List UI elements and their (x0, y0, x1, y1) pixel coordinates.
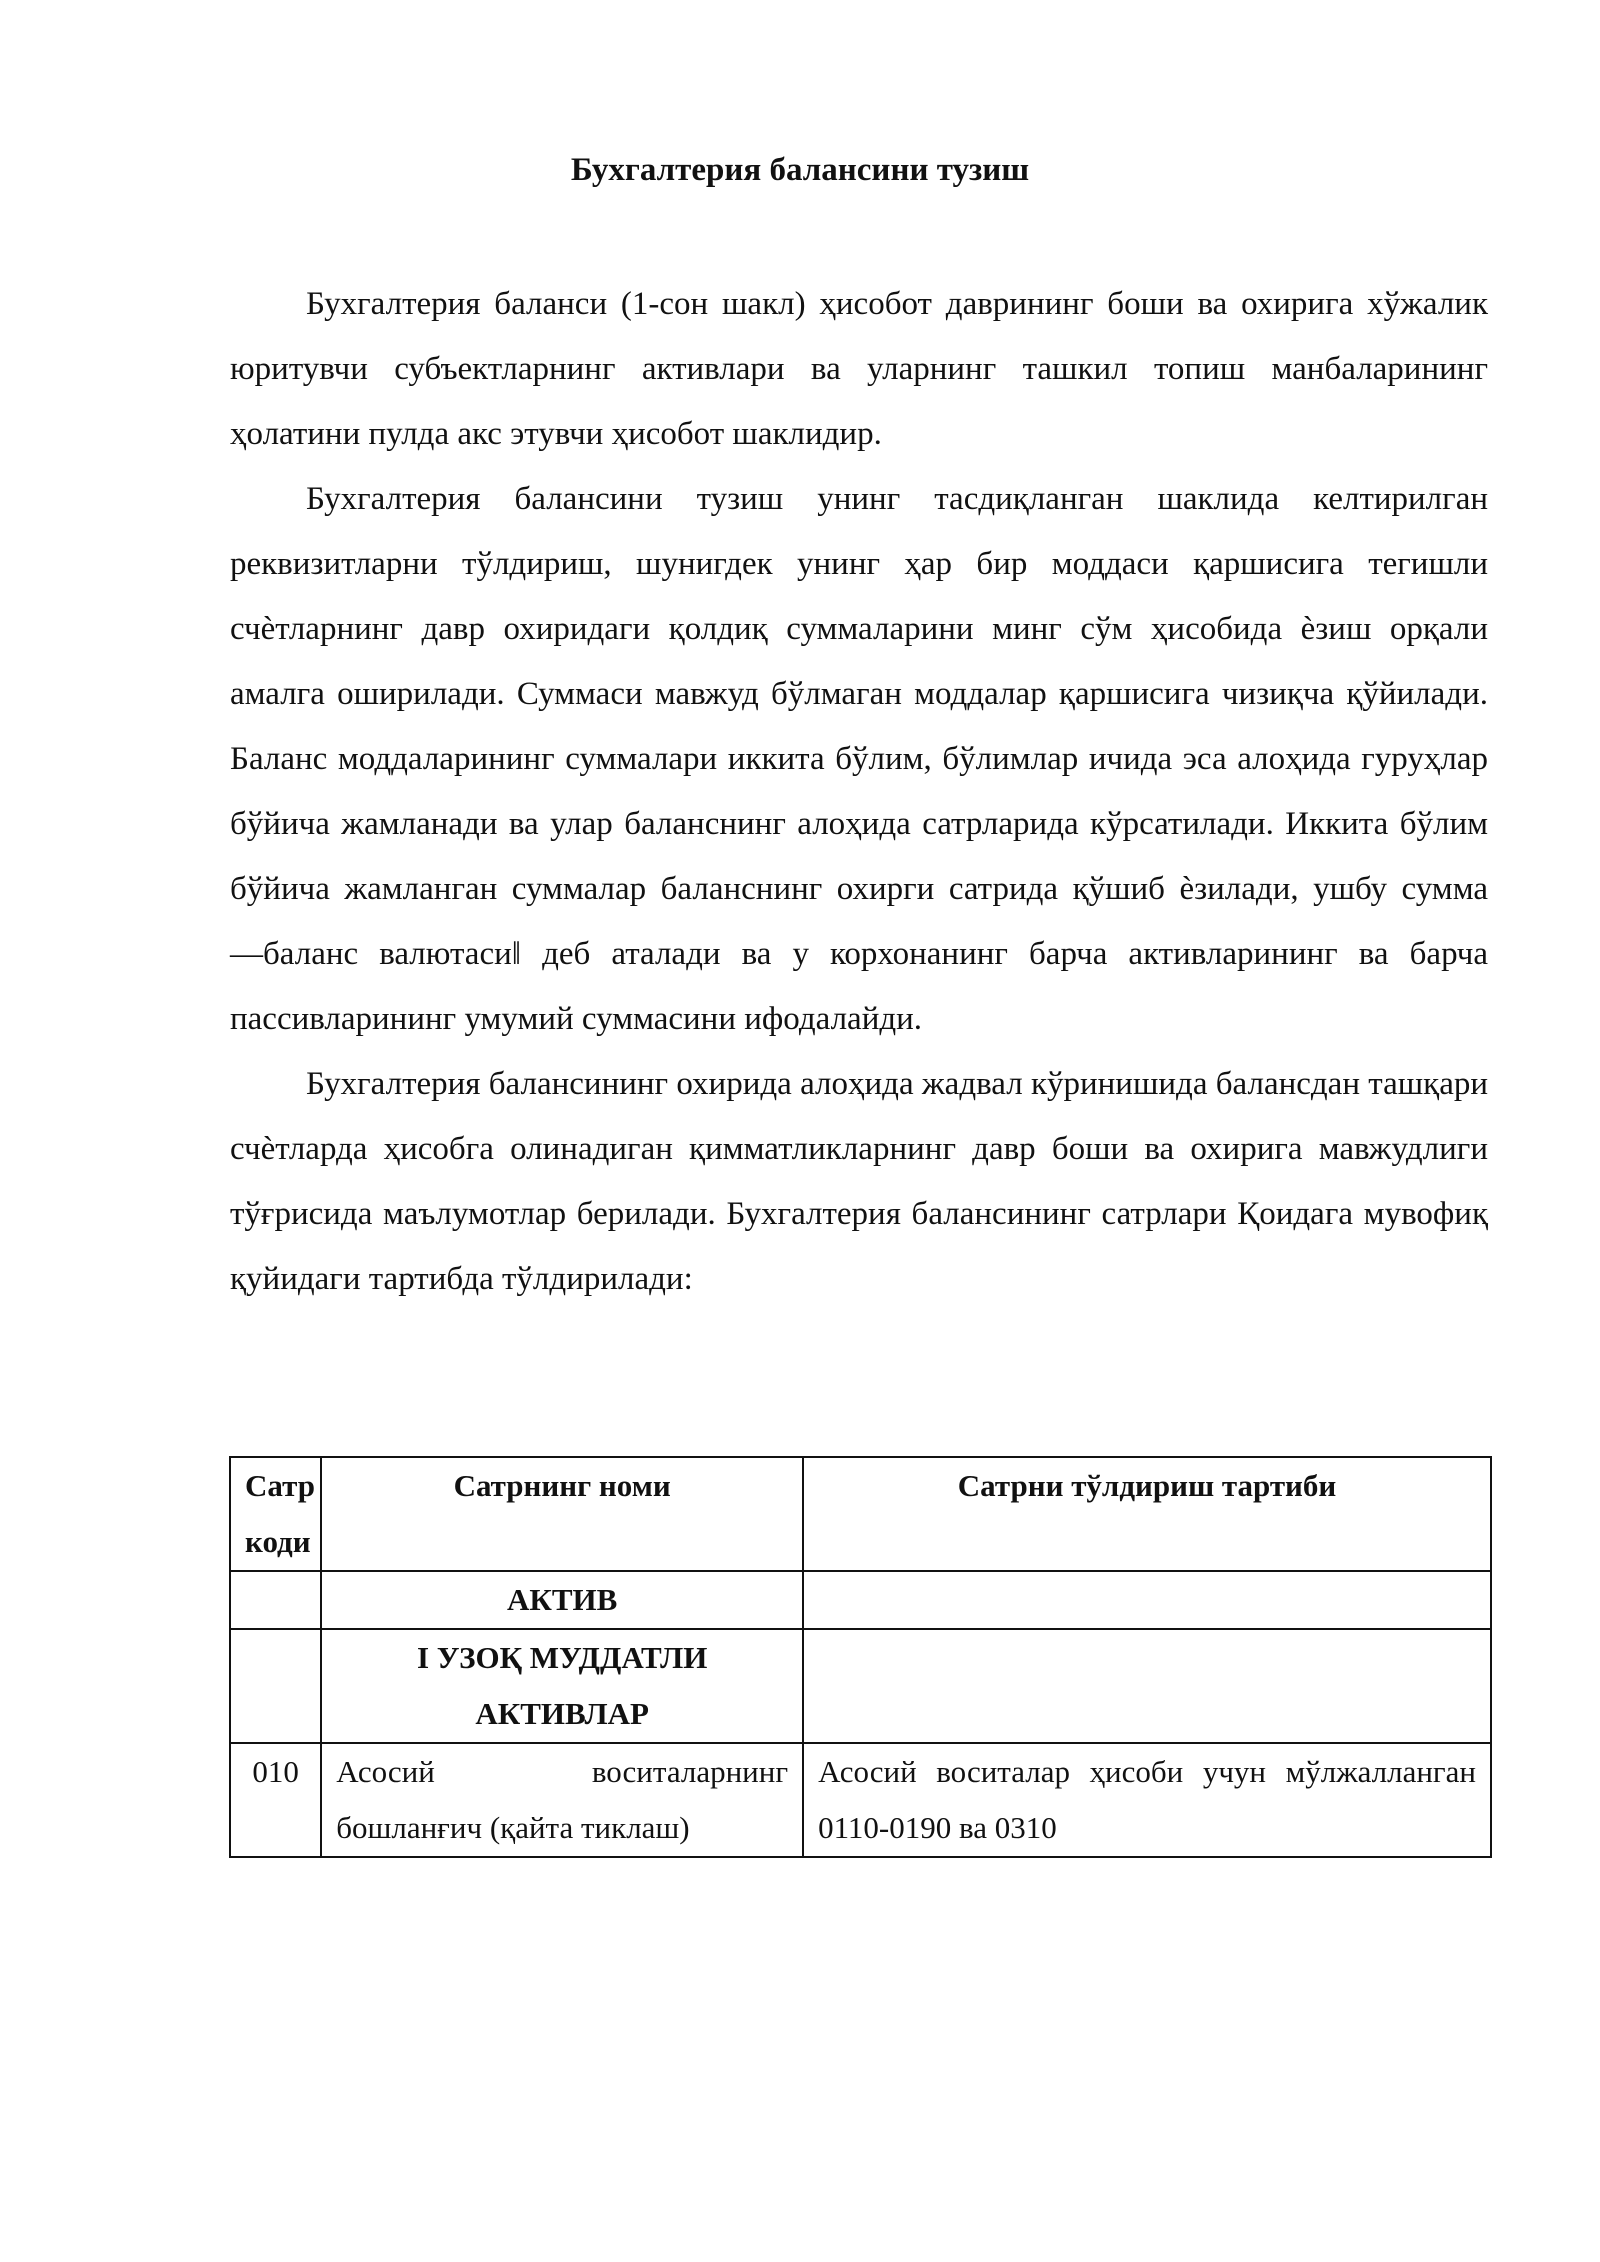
section-rule-cell (803, 1571, 1491, 1629)
table-section-row (230, 1629, 1491, 1743)
section-code-cell (230, 1571, 321, 1629)
row-rule: Асосий воситалар ҳисоби учун мўлжалланган 0110-0190 ва 0310 (803, 1743, 1491, 1857)
row-name: Асосий воситаларнинг бошланғич (қайта тиклаш) (321, 1743, 803, 1857)
header-code: Сатр коди (230, 1457, 321, 1571)
header-rule: Сатрни тўлдириш тартиби (803, 1457, 1491, 1571)
balance-rules-table (229, 1456, 1492, 1858)
section-long-term-label: I УЗОҚ МУДДАТЛИ АКТИВЛАР (321, 1629, 803, 1743)
document-title: Бухгалтерия балансини тузиш (570, 152, 1030, 188)
header-name: Сатрнинг номи (321, 1457, 803, 1571)
table-section-row (230, 1571, 1491, 1629)
paragraph-3: Бухгалтерия балансининг охирида алоҳида жадвал кўринишида балансдан ташқари счѐтларда ҳисобга олинадиган қимматликларнинг давр боши ва охирига мавжудлиги тўғрисида маълумотлар берилади. Бухгалтерия балансининг сатрлари Қоидага мувофиқ қуйидаги тартибда тўлдирилади: (230, 1066, 1488, 1297)
section-code-cell (230, 1629, 321, 1743)
row-code: 010 (230, 1743, 321, 1857)
table-header-row (230, 1457, 1491, 1571)
section-rule-cell (803, 1629, 1491, 1743)
paragraph-2: Бухгалтерия балансини тузиш унинг тасдиқланган шаклида келтирилган реквизитларни тўлдириш, шунигдек унинг ҳар бир моддаси қаршисига тегишли счѐтларнинг давр охиридаги қолдиқ суммаларини минг сўм ҳисобида ѐзиш орқали амалга оширилади. Суммаси мавжуд бўлмаган моддалар қаршисига чизиқча қўйилади. Баланс моддаларининг суммалари иккита бўлим, бўлимлар ичида эса алоҳида гуруҳлар бўйича жамланади ва улар баланснинг алоҳида сатрларида кўрсатилади. Иккита бўлим бўйича жамланган суммалар баланснинг охирги сатрида қўшиб ѐзилади, ушбу сумма ―баланс валютаси‖ деб аталади ва у корхонанинг барча активларининг ва барча пассивларининг умумий суммасини ифодалайди. (230, 481, 1488, 1037)
paragraph-1: Бухгалтерия баланси (1-сон шакл) ҳисобот даврининг боши ва охирига хўжалик юритувчи субъектларнинг активлари ва уларнинг ташкил топиш манбаларининг ҳолатини пулда акс этувчи ҳисобот шаклидир. (230, 286, 1488, 452)
table-row (230, 1743, 1491, 1857)
document-body (230, 272, 1488, 1312)
section-active-label: АКТИВ (321, 1571, 803, 1629)
